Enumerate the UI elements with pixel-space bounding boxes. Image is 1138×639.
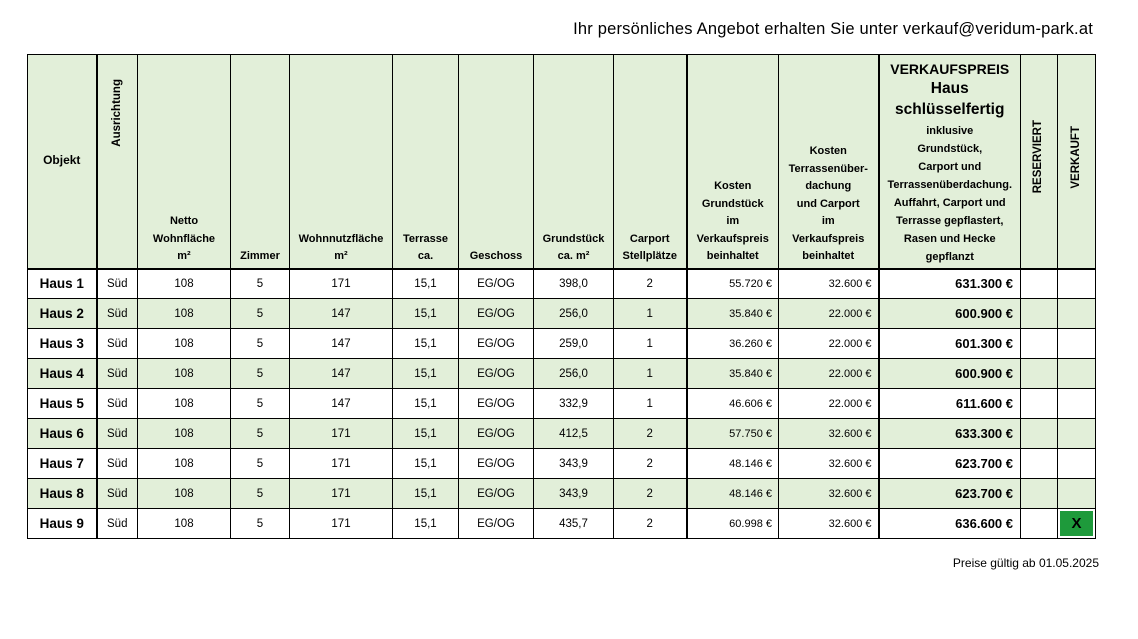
validity-note: Preise gültig ab 01.05.2025: [952, 556, 1099, 570]
cell-kosten-grundstueck: 60.998 €: [687, 509, 779, 539]
table-body: [28, 269, 1096, 539]
cell-ausrichtung: Süd: [97, 329, 138, 359]
cell-zimmer: 5: [231, 329, 290, 359]
col-kosten-grundstueck: Kosten Grundstück im Verkaufspreis beinhaltet: [687, 55, 779, 269]
cell-zimmer: 5: [231, 419, 290, 449]
cell-kosten-terrasse: 22.000 €: [779, 329, 879, 359]
cell-wohnnutzflaeche: 147: [290, 359, 393, 389]
table-row: [28, 329, 1096, 359]
cell-wohnnutzflaeche: 171: [290, 479, 393, 509]
cell-verkauft: [1058, 479, 1096, 509]
verkaufspreis-haus: Haus: [930, 80, 969, 97]
cell-ausrichtung: Süd: [97, 449, 138, 479]
cell-ausrichtung: Süd: [97, 509, 138, 539]
cell-zimmer: 5: [231, 269, 290, 299]
cell-verkauft: [1058, 389, 1096, 419]
cell-kosten-terrasse: 32.600 €: [779, 509, 879, 539]
col-kosten-terrasse: Kosten Terrassenüber- dachung und Carport im Verkaufspreis beinhaltet: [779, 55, 879, 269]
cell-geschoss: EG/OG: [459, 419, 534, 449]
cell-reserviert: [1021, 419, 1058, 449]
verkaufspreis-title: VERKAUFSPREIS: [890, 61, 1010, 77]
cell-kosten-grundstueck: 36.260 €: [687, 329, 779, 359]
cell-carport: 2: [614, 419, 687, 449]
col-reserviert-label: RESERVIERT: [1032, 120, 1045, 194]
cell-verkaufspreis: 623.700 €: [879, 449, 1021, 479]
cell-zimmer: 5: [231, 479, 290, 509]
table-row: [28, 419, 1096, 449]
cell-objekt: Haus 1: [28, 269, 97, 299]
cell-verkauft: [1058, 359, 1096, 389]
col-reserviert: [1021, 55, 1058, 269]
cell-verkauft: [1058, 449, 1096, 479]
cell-reserviert: [1021, 479, 1058, 509]
cell-zimmer: 5: [231, 299, 290, 329]
price-table: [27, 54, 1096, 539]
col-ausrichtung-label: Ausrichtung: [110, 79, 123, 147]
table-row: [28, 449, 1096, 479]
cell-reserviert: [1021, 449, 1058, 479]
cell-kosten-grundstueck: 57.750 €: [687, 419, 779, 449]
cell-kosten-grundstueck: 46.606 €: [687, 389, 779, 419]
cell-carport: 2: [614, 449, 687, 479]
cell-objekt: Haus 4: [28, 359, 97, 389]
cell-ausrichtung: Süd: [97, 359, 138, 389]
sold-mark: X: [1060, 511, 1093, 536]
cell-wohnnutzflaeche: 147: [290, 329, 393, 359]
cell-kosten-terrasse: 32.600 €: [779, 269, 879, 299]
cell-grundstueck: 343,9: [534, 479, 614, 509]
cell-grundstueck: 412,5: [534, 419, 614, 449]
cell-carport: 1: [614, 389, 687, 419]
cell-wohnnutzflaeche: 171: [290, 449, 393, 479]
cell-wohnflaeche: 108: [138, 509, 231, 539]
cell-carport: 1: [614, 359, 687, 389]
cell-verkaufspreis: 601.300 €: [879, 329, 1021, 359]
cell-verkauft: [1058, 509, 1096, 539]
cell-kosten-grundstueck: 35.840 €: [687, 359, 779, 389]
cell-carport: 2: [614, 479, 687, 509]
cell-verkauft: [1058, 329, 1096, 359]
cell-verkaufspreis: 623.700 €: [879, 479, 1021, 509]
cell-ausrichtung: Süd: [97, 419, 138, 449]
cell-zimmer: 5: [231, 389, 290, 419]
verkaufspreis-schluesselfertig: schlüsselfertig: [895, 101, 1005, 118]
cell-wohnnutzflaeche: 171: [290, 509, 393, 539]
cell-wohnflaeche: 108: [138, 479, 231, 509]
cell-wohnflaeche: 108: [138, 329, 231, 359]
cell-reserviert: [1021, 269, 1058, 299]
col-geschoss: Geschoss: [459, 55, 534, 269]
contact-note: Ihr persönliches Angebot erhalten Sie unter verkauf@veridum-park.at: [573, 20, 1093, 38]
col-objekt: Objekt: [28, 55, 97, 269]
cell-terrasse: 15,1: [393, 509, 459, 539]
header-row: [28, 55, 1096, 269]
cell-wohnflaeche: 108: [138, 389, 231, 419]
cell-kosten-grundstueck: 48.146 €: [687, 449, 779, 479]
col-terrasse: Terrasse ca.: [393, 55, 459, 269]
cell-carport: 2: [614, 509, 687, 539]
cell-kosten-terrasse: 22.000 €: [779, 359, 879, 389]
cell-geschoss: EG/OG: [459, 269, 534, 299]
cell-objekt: Haus 6: [28, 419, 97, 449]
cell-grundstueck: 398,0: [534, 269, 614, 299]
cell-geschoss: EG/OG: [459, 479, 534, 509]
cell-ausrichtung: Süd: [97, 389, 138, 419]
cell-terrasse: 15,1: [393, 269, 459, 299]
cell-geschoss: EG/OG: [459, 509, 534, 539]
col-verkaufspreis: [879, 55, 1021, 269]
cell-terrasse: 15,1: [393, 479, 459, 509]
cell-verkaufspreis: 633.300 €: [879, 419, 1021, 449]
table-row: [28, 509, 1096, 539]
cell-geschoss: EG/OG: [459, 389, 534, 419]
cell-wohnflaeche: 108: [138, 359, 231, 389]
cell-grundstueck: 256,0: [534, 299, 614, 329]
col-grundstueck: Grundstück ca. m²: [534, 55, 614, 269]
cell-reserviert: [1021, 359, 1058, 389]
cell-kosten-terrasse: 32.600 €: [779, 419, 879, 449]
col-wohnflaeche: Netto Wohnfläche m²: [138, 55, 231, 269]
cell-verkaufspreis: 636.600 €: [879, 509, 1021, 539]
cell-wohnflaeche: 108: [138, 299, 231, 329]
cell-objekt: Haus 5: [28, 389, 97, 419]
table-row: [28, 269, 1096, 299]
cell-zimmer: 5: [231, 359, 290, 389]
cell-grundstueck: 435,7: [534, 509, 614, 539]
cell-carport: 1: [614, 299, 687, 329]
col-verkauft: [1058, 55, 1096, 269]
cell-ausrichtung: Süd: [97, 269, 138, 299]
cell-verkaufspreis: 611.600 €: [879, 389, 1021, 419]
cell-kosten-terrasse: 32.600 €: [779, 449, 879, 479]
cell-carport: 2: [614, 269, 687, 299]
cell-reserviert: [1021, 299, 1058, 329]
cell-wohnnutzflaeche: 171: [290, 269, 393, 299]
cell-kosten-grundstueck: 55.720 €: [687, 269, 779, 299]
cell-wohnflaeche: 108: [138, 269, 231, 299]
cell-kosten-terrasse: 22.000 €: [779, 299, 879, 329]
cell-ausrichtung: Süd: [97, 479, 138, 509]
cell-terrasse: 15,1: [393, 299, 459, 329]
cell-kosten-grundstueck: 48.146 €: [687, 479, 779, 509]
cell-geschoss: EG/OG: [459, 299, 534, 329]
table-row: [28, 389, 1096, 419]
cell-objekt: Haus 8: [28, 479, 97, 509]
col-wohnnutzflaeche: Wohnnutzfläche m²: [290, 55, 393, 269]
cell-reserviert: [1021, 329, 1058, 359]
col-zimmer: Zimmer: [231, 55, 290, 269]
cell-wohnnutzflaeche: 171: [290, 419, 393, 449]
cell-terrasse: 15,1: [393, 359, 459, 389]
cell-objekt: Haus 2: [28, 299, 97, 329]
col-carport: Carport Stellplätze: [614, 55, 687, 269]
cell-grundstueck: 256,0: [534, 359, 614, 389]
cell-terrasse: 15,1: [393, 419, 459, 449]
cell-wohnflaeche: 108: [138, 449, 231, 479]
cell-wohnnutzflaeche: 147: [290, 389, 393, 419]
cell-verkaufspreis: 600.900 €: [879, 299, 1021, 329]
cell-wohnflaeche: 108: [138, 419, 231, 449]
cell-kosten-grundstueck: 35.840 €: [687, 299, 779, 329]
cell-ausrichtung: Süd: [97, 299, 138, 329]
cell-verkauft: [1058, 269, 1096, 299]
cell-zimmer: 5: [231, 509, 290, 539]
cell-terrasse: 15,1: [393, 389, 459, 419]
cell-reserviert: [1021, 509, 1058, 539]
cell-terrasse: 15,1: [393, 449, 459, 479]
table-row: [28, 359, 1096, 389]
cell-verkauft: [1058, 419, 1096, 449]
cell-objekt: Haus 7: [28, 449, 97, 479]
table-row: [28, 479, 1096, 509]
cell-verkaufspreis: 631.300 €: [879, 269, 1021, 299]
cell-kosten-terrasse: 32.600 €: [779, 479, 879, 509]
cell-grundstueck: 343,9: [534, 449, 614, 479]
table-row: [28, 299, 1096, 329]
cell-reserviert: [1021, 389, 1058, 419]
cell-geschoss: EG/OG: [459, 359, 534, 389]
cell-carport: 1: [614, 329, 687, 359]
cell-wohnnutzflaeche: 147: [290, 299, 393, 329]
cell-verkauft: [1058, 299, 1096, 329]
col-verkauft-label: VERKAUFT: [1069, 125, 1082, 189]
cell-grundstueck: 332,9: [534, 389, 614, 419]
cell-objekt: Haus 9: [28, 509, 97, 539]
cell-kosten-terrasse: 22.000 €: [779, 389, 879, 419]
verkaufspreis-details: inklusive Grundstück, Carport und Terrassenüberdachung. Auffahrt, Carport und Terrasse gepflastert, Rasen und Hecke gepflanzt: [887, 125, 1012, 263]
col-ausrichtung: [97, 55, 138, 269]
cell-terrasse: 15,1: [393, 329, 459, 359]
cell-verkaufspreis: 600.900 €: [879, 359, 1021, 389]
cell-grundstueck: 259,0: [534, 329, 614, 359]
cell-geschoss: EG/OG: [459, 329, 534, 359]
cell-geschoss: EG/OG: [459, 449, 534, 479]
cell-zimmer: 5: [231, 449, 290, 479]
cell-objekt: Haus 3: [28, 329, 97, 359]
